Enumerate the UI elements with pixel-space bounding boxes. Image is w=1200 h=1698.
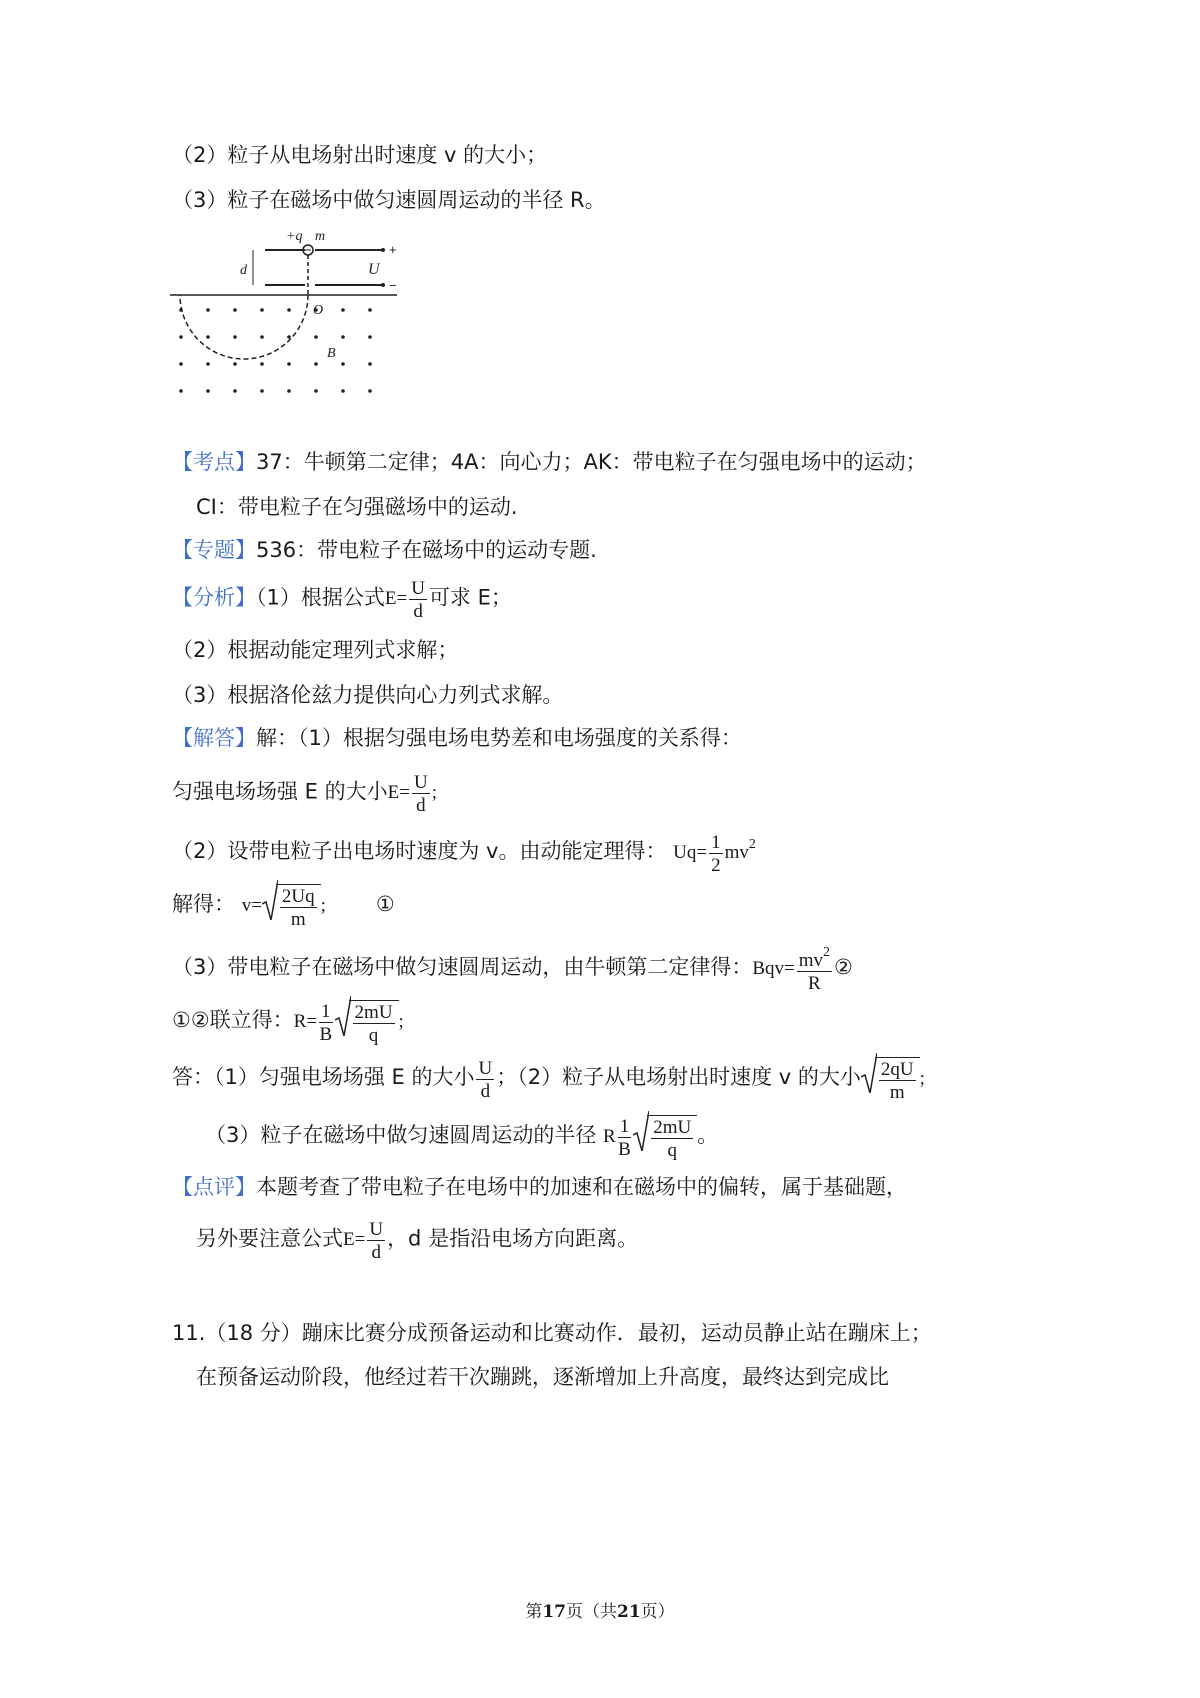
fenxi-line3: （3）根据洛伦兹力提供向心力列式求解。 bbox=[172, 683, 564, 707]
field-diagram bbox=[165, 222, 405, 402]
jieda-line4: 解得： v= $\frac{2Uq}{m}$ ; ① bbox=[172, 884, 395, 929]
kaodian-line2: CI：带电粒子在匀强磁场中的运动. bbox=[196, 495, 518, 519]
answer-line1: 答：（1）匀强电场场强 E 的大小 $\frac{U}{d}$ ；（2）粒子从电场射出时速度 v 的大小 $\frac{2qU}{m}$ ; bbox=[172, 1057, 925, 1102]
dianping-tag: 【点评】 bbox=[172, 1175, 256, 1199]
minus-terminal: − bbox=[389, 278, 397, 293]
jieda-line3: （2）设带电粒子出电场时速度为 v。由动能定理得： Uq= $\frac{1}{2}$ $mv^2$ bbox=[172, 831, 756, 876]
fenxi-line2: （2）根据动能定理列式求解； bbox=[172, 638, 459, 662]
kaodian-line1: 【考点】37：牛顿第二定律；4A：向心力；AK：带电粒子在匀强电场中的运动； bbox=[172, 450, 927, 474]
jieda-line6: ①②联立得：R= $\frac{1}{B}$ $\frac{2mU}{q}$ ; bbox=[172, 1000, 404, 1045]
kaodian-tag: 【考点】 bbox=[172, 450, 256, 474]
jieda-line1: 【解答】解：（1）根据匀强电场电势差和电场强度的关系得： bbox=[172, 726, 742, 750]
page-number: 17 bbox=[542, 1602, 566, 1622]
jieda-line2: 匀强电场场强 E 的大小E= $\frac{U}{d}$ ; bbox=[172, 772, 437, 816]
origin-label: O bbox=[313, 303, 324, 318]
equation-mark-2: ② bbox=[834, 954, 853, 979]
dianping-line2: 另外要注意公式E= $\frac{U}{d}$ ，d 是指沿电场方向距离。 bbox=[196, 1219, 639, 1263]
jieda-tag: 【解答】 bbox=[172, 726, 256, 750]
page-footer: 第17页（共21页） bbox=[525, 1602, 675, 1622]
charge-label: +q bbox=[286, 229, 303, 244]
fenxi-line1: 【分析】（1）根据公式E= $\frac{U}{d}$ 可求 E； bbox=[172, 578, 512, 622]
gap-label: d bbox=[240, 263, 247, 278]
zhuanti-tag: 【专题】 bbox=[172, 538, 256, 562]
mass-label: m bbox=[315, 229, 326, 244]
field-label: B bbox=[327, 346, 336, 361]
page-total: 21 bbox=[617, 1602, 641, 1622]
answer-line2: （3）粒子在磁场中做匀速圆周运动的半径 R $\frac{1}{B}$ $\frac{2mU}{q}$ 。 bbox=[205, 1115, 718, 1160]
jieda-line5: （3）带电粒子在磁场中做匀速圆周运动，由牛顿第二定律得：Bqv= $\frac{mv^2}{R}$ ② bbox=[172, 945, 853, 994]
plus-terminal: + bbox=[389, 242, 397, 257]
equation-mark-1: ① bbox=[375, 891, 395, 916]
voltage-label: U bbox=[368, 261, 380, 278]
fenxi-tag: 【分析】 bbox=[172, 585, 256, 610]
question-11-line2: 在预备运动阶段，他经过若干次蹦跳，逐渐增加上升高度，最终达到完成比 bbox=[196, 1365, 889, 1389]
question-11-line1: 11.（18 分）蹦床比赛分成预备运动和比赛动作．最初，运动员静止站在蹦床上； bbox=[172, 1321, 932, 1345]
dianping-line1: 【点评】本题考查了带电粒子在电场中的加速和在磁场中的偏转，属于基础题， bbox=[172, 1175, 907, 1199]
question-2: （2）粒子从电场射出时速度 v 的大小； bbox=[172, 143, 548, 167]
question-3: （3）粒子在磁场中做匀速圆周运动的半径 R。 bbox=[172, 188, 606, 212]
zhuanti-line: 【专题】536：带电粒子在磁场中的运动专题. bbox=[172, 538, 597, 562]
